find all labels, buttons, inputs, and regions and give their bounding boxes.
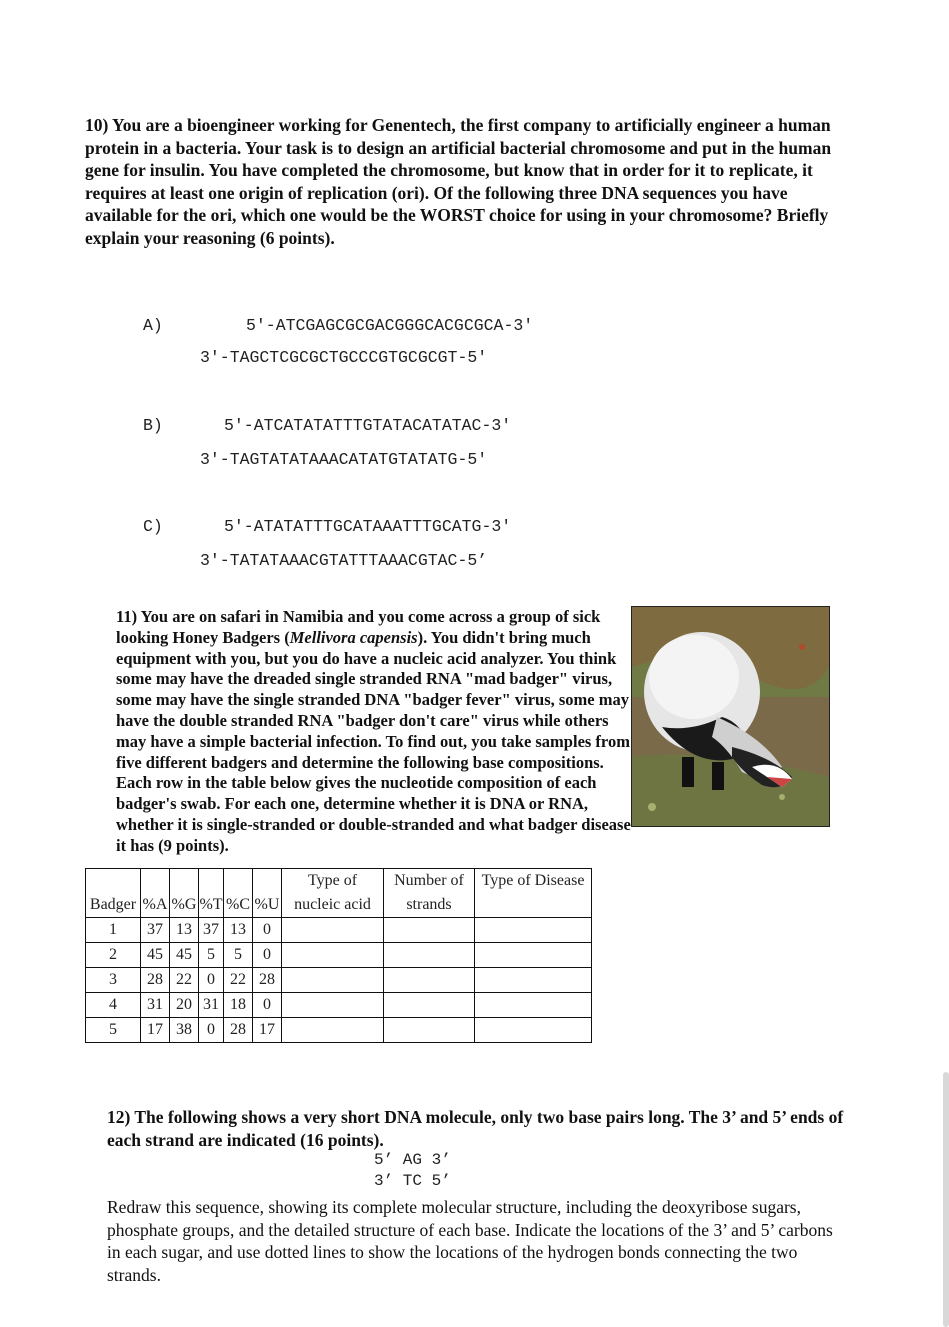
answer-type-cell[interactable] <box>282 968 384 993</box>
answer-strands-cell[interactable] <box>384 993 475 1018</box>
answer-disease-cell[interactable] <box>475 1018 592 1043</box>
cell-u: 0 <box>253 993 282 1018</box>
table-row <box>86 943 592 968</box>
cell-t: 5 <box>199 943 224 968</box>
cell-g: 22 <box>170 968 199 993</box>
header-type: nucleic acid <box>282 893 384 918</box>
scrollbar[interactable] <box>943 1072 949 1327</box>
header-type-top: Type of <box>282 869 384 894</box>
option-c-bottom-strand: 3'-TATATAAACGTATTTAAACGTAC-5’ <box>200 551 488 570</box>
option-a-bottom-strand: 3'-TAGCTCGCGCTGCCCGTGCGCGT-5' <box>200 348 488 367</box>
answer-disease-cell[interactable] <box>475 993 592 1018</box>
header-c-top <box>224 869 253 894</box>
cell-g: 38 <box>170 1018 199 1043</box>
question-11-text: 11) You are on safari in Namibia and you come across a group of sick looking Honey Badgers (Mellivora capensis). You didn't bring much equipment with you, but you do have a nucleic acid analyzer. You think some may have the dreaded single stranded RNA "mad badger" virus, some may have the single stranded DNA "badger fever" virus, some may have the double stranded RNA "badger don't care" virus while others may have a simple bacterial infection. To find out, you take samples from five different badgers and determine the following base compositions. Each row in the table below gives the nucleotide composition of each badger's swab. For each one, determine whether it is DNA or RNA, whether it is single-stranded or double-stranded and what badger disease it has (9 points). <box>116 607 631 855</box>
question-10-text: 10) You are a bioengineer working for Genentech, the first company to artificially engineer a human protein in a bacteria. Your task is to design an artificial bacterial chromosome and put in the human gene for insulin. You have completed the chromosome, but know that in order for it to replicate, it requires at least one origin of replication (ori). Of the following three DNA sequences you have available for the ori, which one would be the WORST choice for using in your chromosome? Briefly explain your reasoning (6 points). <box>85 115 832 248</box>
header-disease: Type of Disease <box>475 869 592 894</box>
header-g: %G <box>170 893 199 918</box>
cell-u: 28 <box>253 968 282 993</box>
table-row <box>86 968 592 993</box>
header-badger: Badger <box>86 893 141 918</box>
question-12-title: 12) The following shows a very short DNA molecule, only two base pairs long. The 3’ and 5’ ends of each strand are indicated (16 points). <box>107 1107 844 1150</box>
species-name: Mellivora capensis <box>289 627 418 647</box>
answer-strands-cell[interactable] <box>384 918 475 943</box>
answer-type-cell[interactable] <box>282 1018 384 1043</box>
cell-u: 17 <box>253 1018 282 1043</box>
table-row <box>86 1018 592 1043</box>
cell-a: 17 <box>141 1018 170 1043</box>
header-t-top <box>199 869 224 894</box>
header-strands-top: Number of <box>384 869 475 894</box>
answer-disease-cell[interactable] <box>475 968 592 993</box>
answer-strands-cell[interactable] <box>384 1018 475 1043</box>
header-badger-top <box>86 869 141 894</box>
strand-bottom: 3’ TC 5’ <box>374 1172 451 1190</box>
cell-u: 0 <box>253 918 282 943</box>
cell-badger: 5 <box>86 1018 141 1043</box>
cell-badger: 3 <box>86 968 141 993</box>
cell-badger: 4 <box>86 993 141 1018</box>
cell-t: 31 <box>199 993 224 1018</box>
cell-a: 31 <box>141 993 170 1018</box>
table-row <box>86 918 592 943</box>
cell-a: 37 <box>141 918 170 943</box>
cell-c: 22 <box>224 968 253 993</box>
cell-c: 28 <box>224 1018 253 1043</box>
cell-g: 13 <box>170 918 199 943</box>
cell-badger: 2 <box>86 943 141 968</box>
answer-disease-cell[interactable] <box>475 943 592 968</box>
cell-t: 0 <box>199 968 224 993</box>
cell-badger: 1 <box>86 918 141 943</box>
cell-c: 5 <box>224 943 253 968</box>
question-12-body: Redraw this sequence, showing its complete molecular structure, including the deoxyribose sugars, phosphate groups, and the detailed structure of each base. Indicate the locations of the 3’ and 5’ carbons in each sugar, and use dotted lines to show the locations of the hydrogen bonds connecting the two strands. <box>107 1197 833 1285</box>
option-b-top-strand: 5'-ATCATATATTTGTATACATATAC-3' <box>224 416 512 435</box>
header-a-top <box>141 869 170 894</box>
option-b-label: B) <box>143 416 163 435</box>
header-u: %U <box>253 893 282 918</box>
strand-top: 5’ AG 3’ <box>374 1151 451 1169</box>
cell-t: 37 <box>199 918 224 943</box>
option-c-label: C) <box>143 517 163 536</box>
answer-strands-cell[interactable] <box>384 968 475 993</box>
header-g-top <box>170 869 199 894</box>
answer-disease-cell[interactable] <box>475 918 592 943</box>
header-c: %C <box>224 893 253 918</box>
option-b-bottom-strand: 3'-TAGTATATAAACATATGTATATG-5' <box>200 450 488 469</box>
option-a-label: A) <box>143 316 163 335</box>
cell-a: 28 <box>141 968 170 993</box>
cell-u: 0 <box>253 943 282 968</box>
answer-type-cell[interactable] <box>282 918 384 943</box>
header-a: %A <box>141 893 170 918</box>
option-c-top-strand: 5'-ATATATTTGCATAAATTTGCATG-3' <box>224 517 512 536</box>
cell-g: 20 <box>170 993 199 1018</box>
honey-badger-photo <box>631 606 830 827</box>
table-row <box>86 993 592 1018</box>
cell-c: 13 <box>224 918 253 943</box>
answer-type-cell[interactable] <box>282 943 384 968</box>
base-composition-table <box>85 868 592 1043</box>
cell-c: 18 <box>224 993 253 1018</box>
header-strands: strands <box>384 893 475 918</box>
answer-strands-cell[interactable] <box>384 943 475 968</box>
header-disease-blank <box>475 893 592 918</box>
header-u-top <box>253 869 282 894</box>
header-t: %T <box>199 893 224 918</box>
cell-g: 45 <box>170 943 199 968</box>
answer-type-cell[interactable] <box>282 993 384 1018</box>
cell-t: 0 <box>199 1018 224 1043</box>
cell-a: 45 <box>141 943 170 968</box>
option-a-top-strand: 5'-ATCGAGCGCGACGGGCACGCGCA-3' <box>246 316 534 335</box>
